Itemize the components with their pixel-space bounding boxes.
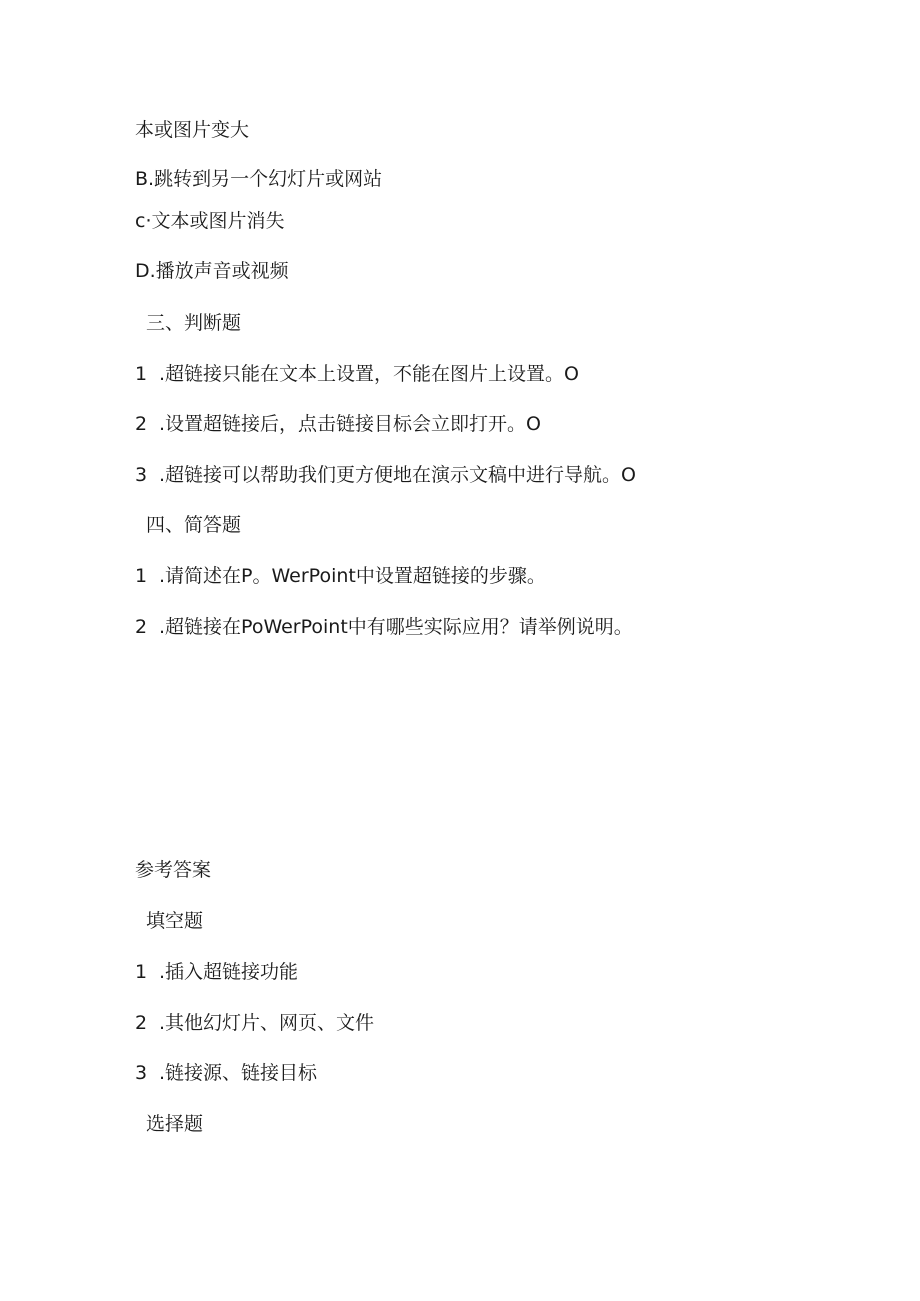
item-number: 1 [135,565,148,587]
item-number: 2 [135,1012,148,1034]
short-answer-item [135,614,633,640]
item-text: .其他幻灯片、网页、文件 [159,1012,375,1034]
true-false-item [135,411,541,437]
item-text: .请简述在P。WerPoint中设置超链接的步骤。 [159,565,546,587]
fill-blank-answer [135,959,298,985]
item-number: 3 [135,464,148,486]
choice-option-c: c·文本或图片消失 [135,210,285,232]
choice-a-continuation: 本或图片变大 [135,119,250,141]
item-text: .超链接可以帮助我们更方便地在演示文稿中进行导航。O [159,464,636,486]
answers-title: 参考答案 [135,859,212,881]
fill-blank-answer [135,1010,374,1036]
true-false-heading: 三、判断题 [146,312,242,334]
item-text: .链接源、链接目标 [159,1062,318,1084]
item-number: 2 [135,413,148,435]
short-answer-heading: 四、简答题 [146,514,242,536]
item-number: 2 [135,616,148,638]
short-answer-item [135,563,546,589]
fill-blank-answer [135,1060,317,1086]
item-text: .插入超链接功能 [159,961,299,983]
fill-blank-heading: 填空题 [146,910,204,932]
true-false-item [135,462,636,488]
choice-option-b: B.跳转到另一个幻灯片或网站 [135,168,383,190]
item-text: .设置超链接后，点击链接目标会立即打开。O [159,413,541,435]
item-number: 1 [135,363,148,385]
true-false-item [135,361,579,387]
choice-option-d: D.播放声音或视频 [135,260,289,282]
item-text: .超链接在PoWerPoint中有哪些实际应用？请举例说明。 [159,616,633,638]
choice-answers-heading: 选择题 [146,1113,204,1135]
item-number: 3 [135,1062,148,1084]
item-number: 1 [135,961,148,983]
item-text: .超链接只能在文本上设置，不能在图片上设置。O [159,363,579,385]
